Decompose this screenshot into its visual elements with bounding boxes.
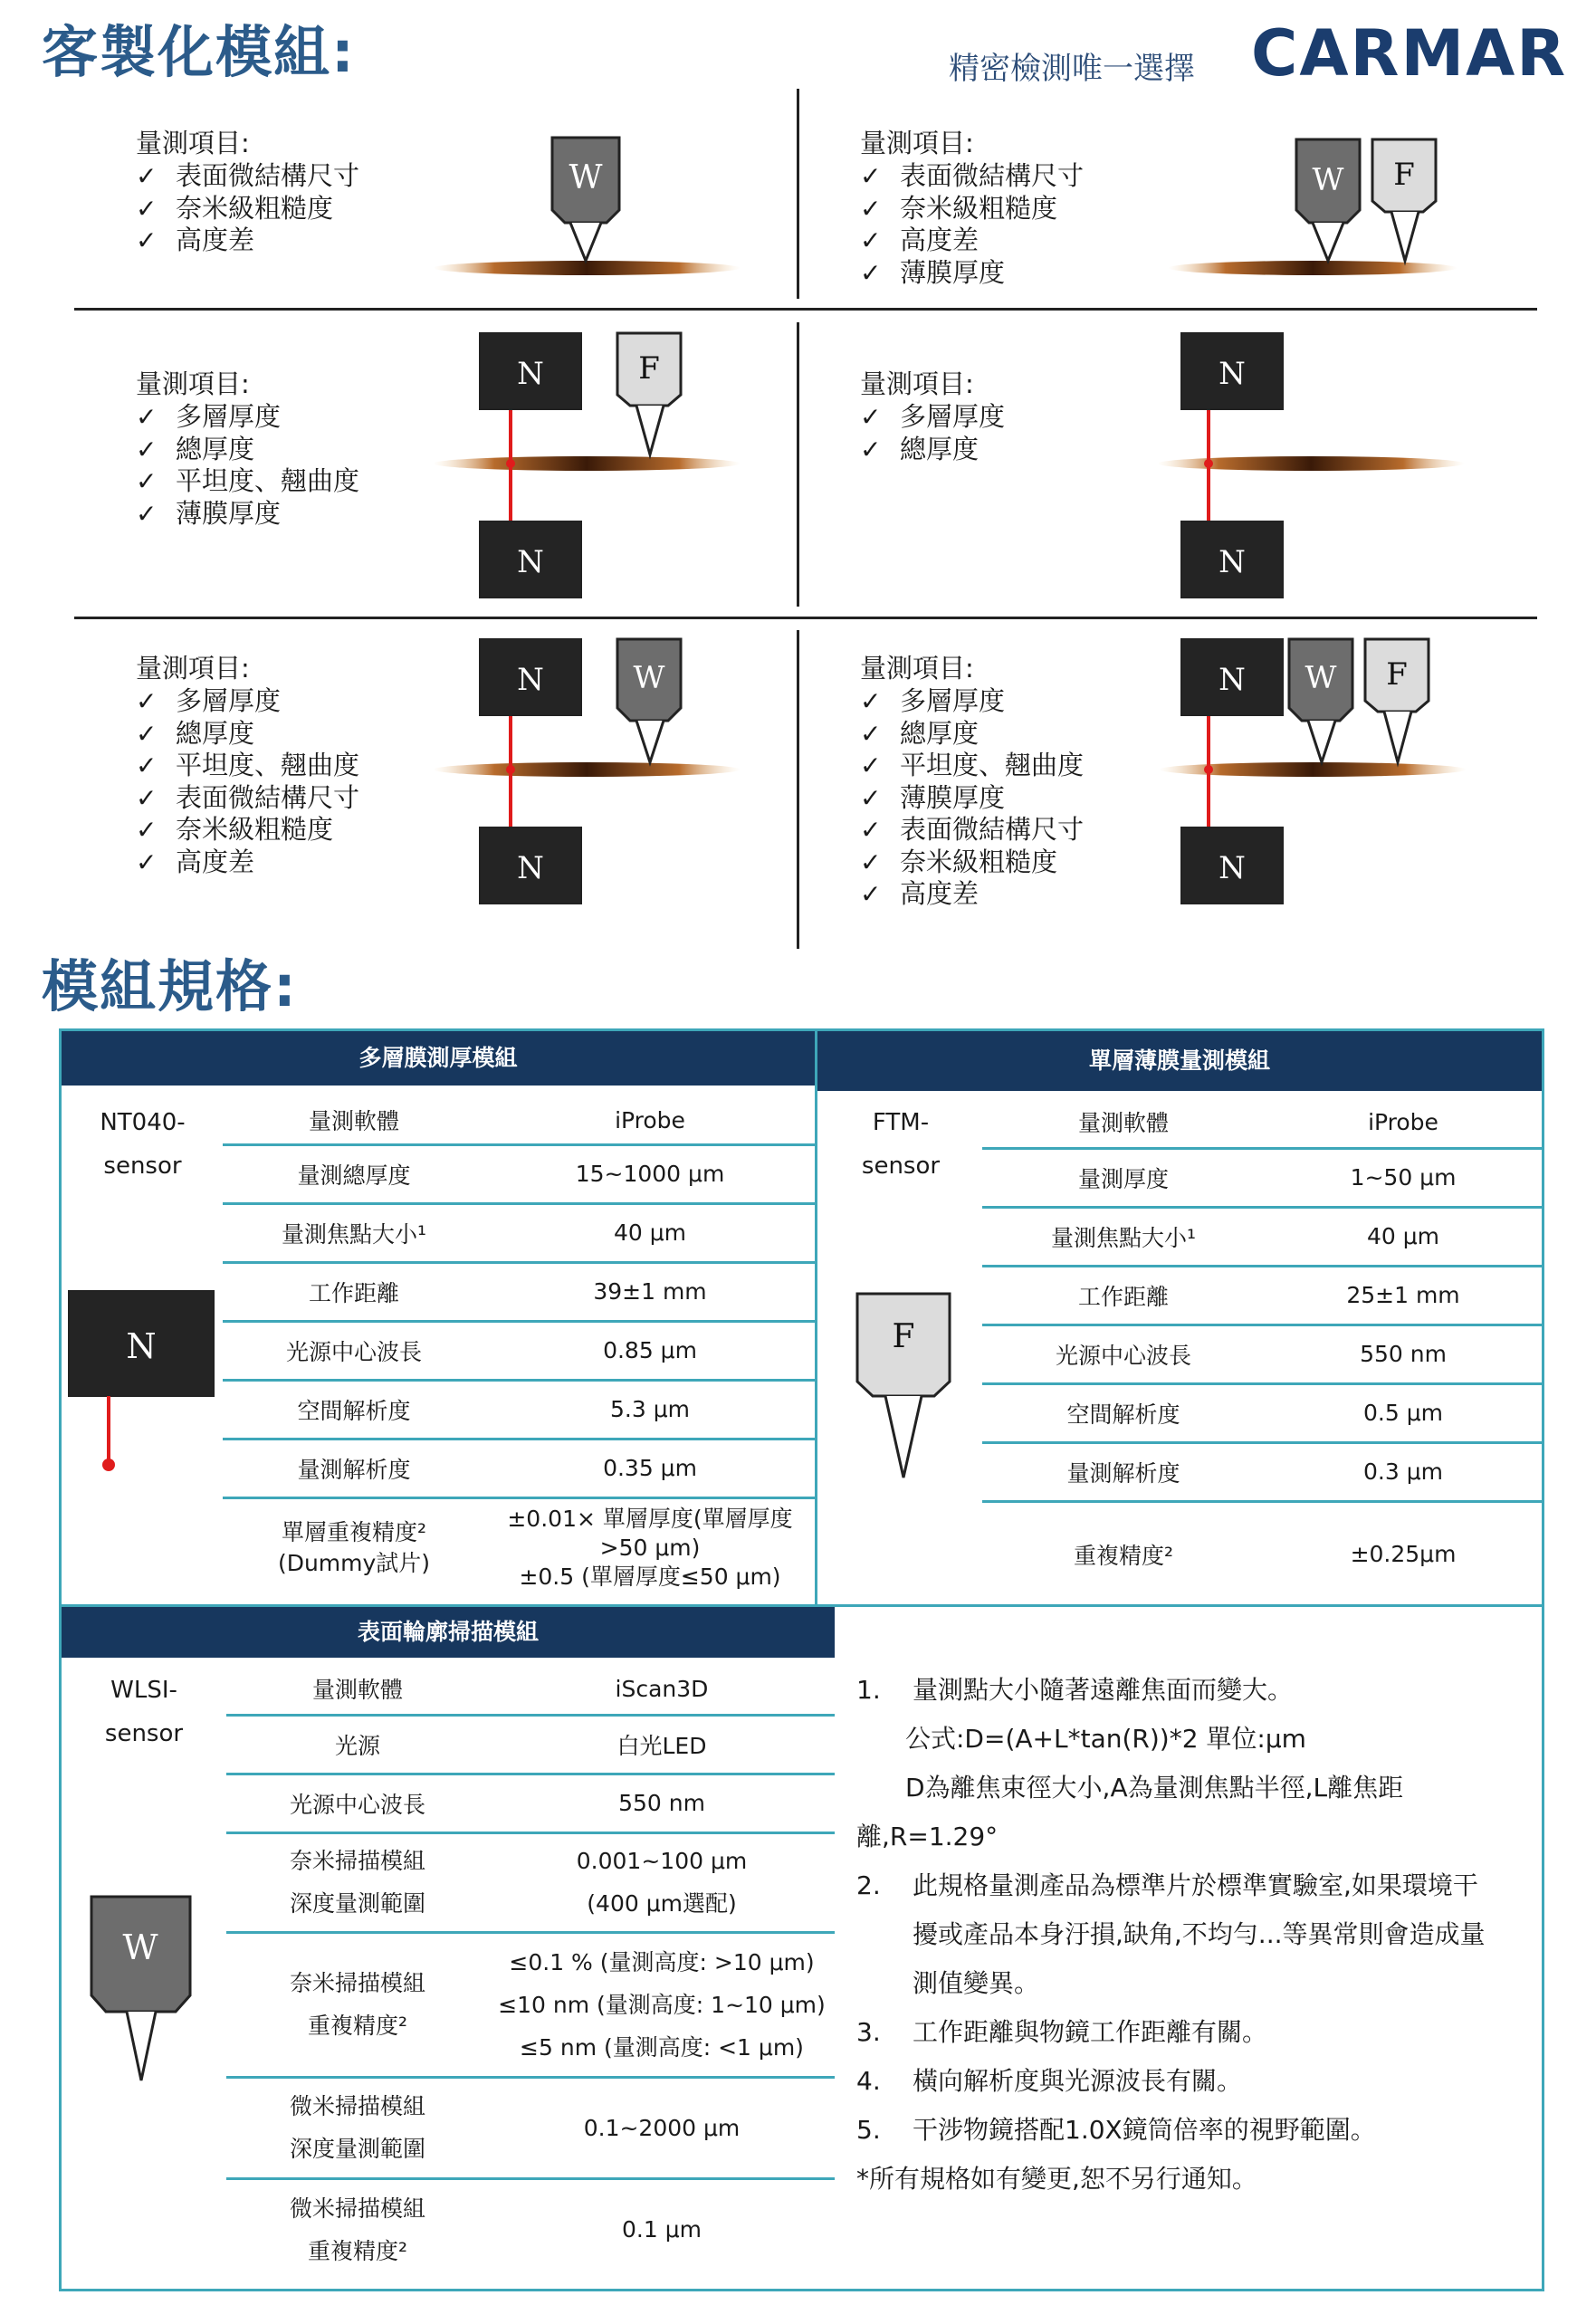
svg-text:F: F	[638, 350, 660, 387]
check-icon: ✓	[860, 751, 882, 780]
probe-diagram-nwfn	[1159, 636, 1485, 907]
svg-text:W: W	[633, 660, 665, 696]
spec-row: 微米掃描模組 重複精度² 0.1 μm	[289, 2195, 702, 2264]
config-heading: 量測項目:	[136, 128, 250, 158]
check-icon: ✓	[136, 846, 158, 877]
spec-row: 空間解析度 0.5 μm	[982, 1383, 1542, 1442]
measure-item: ✓ 總厚度	[136, 717, 255, 749]
grid-divider-vertical	[797, 322, 799, 607]
measure-item: ✓ 多層厚度	[136, 401, 282, 432]
n-probe-icon	[69, 1291, 214, 1396]
svg-text:N: N	[126, 1326, 157, 1366]
check-icon: ✓	[860, 686, 882, 716]
svg-text:W: W	[122, 1927, 158, 1967]
measure-item: ✓ 奈米級粗糙度	[860, 192, 1058, 224]
multilayer-sensor-diagram	[67, 1289, 221, 1479]
config-heading: 量測項目:	[136, 368, 250, 399]
check-icon: ✓	[860, 161, 882, 191]
w-probe-icon	[617, 639, 681, 762]
svg-text:N: N	[1219, 356, 1246, 392]
measure-item: ✓ 表面微結構尺寸	[136, 160, 360, 191]
spec-row: 重複精度² ±0.25μm	[1073, 1541, 1457, 1569]
f-probe-icon	[857, 1294, 950, 1478]
spec-section-title: 模組規格:	[42, 953, 298, 1019]
config-heading: 量測項目:	[136, 653, 250, 684]
footnote: *所有規格如有變更,恕不另行通知。	[856, 2164, 1257, 2194]
spec-row: 量測厚度 1~50 μm	[982, 1148, 1542, 1207]
measure-item: ✓ 薄膜厚度	[860, 256, 1006, 288]
check-icon: ✓	[136, 718, 158, 749]
measure-item: ✓ 多層厚度	[860, 685, 1006, 716]
spec-row: 單層重複精度² (Dummy試片) ±0.01× 單層厚度(單層厚度 >50 μm) ±0.5 (單層厚度≤50 μm)	[277, 1505, 793, 1590]
singlelayer-spec-table	[982, 1097, 1542, 1606]
check-icon: ✓	[136, 402, 158, 432]
n-probe-icon	[480, 827, 581, 904]
substrate-icon	[1168, 261, 1457, 275]
footnote: 3. 工作距離與物鏡工作距離有關。	[856, 2017, 1268, 2047]
probe-diagram-wf	[1168, 134, 1476, 279]
measure-item: ✓ 平坦度、翹曲度	[136, 465, 360, 496]
check-icon: ✓	[860, 846, 882, 877]
probe-diagram-nwn	[435, 636, 742, 907]
spec-row: 空間解析度 5.3 μm	[223, 1380, 815, 1439]
spec-row: 奈米掃描模組 深度量測範圍 0.001~100 μm (400 μm選配)	[226, 1832, 835, 1932]
spec-row: 量測解析度 0.35 μm	[223, 1439, 815, 1497]
spec-row: 量測軟體 iProbe	[982, 1097, 1542, 1148]
svg-text:W: W	[1312, 162, 1344, 198]
surface-spec-table	[226, 1664, 835, 2280]
spec-row: 工作距離 25±1 mm	[982, 1266, 1542, 1325]
check-icon: ✓	[136, 498, 158, 529]
multilayer-sensor-name: NT040- sensor	[100, 1109, 186, 1180]
spec-row: 光源中心波長 0.85 μm	[223, 1321, 815, 1380]
singlelayer-sensor-diagram	[855, 1291, 963, 1481]
svg-text:N: N	[517, 356, 544, 392]
check-icon: ✓	[860, 879, 882, 909]
svg-text:N: N	[1219, 662, 1246, 698]
footnote: 4. 橫向解析度與光源波長有關。	[856, 2066, 1243, 2096]
footnotes	[856, 1666, 1517, 2204]
measure-item: ✓ 多層厚度	[136, 685, 282, 716]
substrate-icon	[435, 456, 741, 471]
check-icon: ✓	[136, 466, 158, 496]
check-icon: ✓	[860, 815, 882, 845]
footnote: 5. 干涉物鏡搭配1.0X鏡筒倍率的視野範圍。	[856, 2115, 1376, 2145]
spec-row: 光源 白光LED	[226, 1715, 835, 1774]
measure-item: ✓ 高度差	[860, 225, 980, 255]
spec-row: 奈米掃描模組 重複精度² ≤0.1 % (量測高度: >10 μm) ≤10 nm (量測高度: 1~10 μm) ≤5 nm (量測高度: <1 μm)	[226, 1932, 835, 2077]
multilayer-header: 多層膜測厚模組	[62, 1031, 815, 1086]
svg-text:F: F	[892, 1318, 915, 1355]
measure-item: ✓ 奈米級粗糙度	[136, 814, 334, 845]
svg-text:N: N	[517, 850, 544, 886]
svg-text:N: N	[517, 662, 544, 698]
measure-item: ✓ 總厚度	[860, 717, 980, 749]
n-probe-icon	[1181, 521, 1283, 598]
measure-item: ✓ 奈米級粗糙度	[860, 846, 1058, 877]
n-probe-icon	[1181, 827, 1283, 904]
spec-row: 量測焦點大小¹ 40 μm	[982, 1207, 1542, 1266]
check-icon: ✓	[860, 782, 882, 813]
measure-item: ✓ 多層厚度	[860, 401, 1006, 432]
measure-item: ✓ 薄膜厚度	[136, 497, 282, 529]
measure-item: ✓ 高度差	[136, 225, 255, 255]
measure-item-list	[136, 685, 359, 878]
singlelayer-sensor-name: FTM- sensor	[861, 1109, 941, 1180]
grid-divider-horizontal	[74, 308, 1537, 311]
svg-text:F: F	[1393, 157, 1415, 193]
svg-text:N: N	[1219, 850, 1246, 886]
measure-item: ✓ 總厚度	[136, 433, 255, 464]
spec-row: 光源中心波長 550 nm	[226, 1774, 835, 1832]
spec-row: 微米掃描模組 深度量測範圍 0.1~2000 μm	[226, 2077, 835, 2178]
svg-text:W: W	[1305, 660, 1337, 696]
measure-item-list	[860, 685, 1084, 911]
n-probe-icon	[1181, 333, 1283, 409]
n-probe-icon	[480, 521, 581, 598]
check-icon: ✓	[860, 434, 882, 464]
measure-item: ✓ 總厚度	[860, 433, 980, 464]
spec-row: 量測總厚度 15~1000 μm	[223, 1144, 815, 1203]
svg-text:N: N	[517, 544, 544, 580]
w-probe-icon	[91, 1897, 190, 2080]
svg-text:F: F	[1386, 656, 1408, 693]
multilayer-spec-table	[223, 1097, 815, 1597]
footnote: 公式:D=(A+L*tan(R))*2 單位:μm	[905, 1724, 1306, 1754]
config-cell-5	[136, 648, 359, 878]
substrate-icon	[435, 762, 741, 777]
probe-diagram-nn	[1159, 330, 1467, 601]
n-probe-icon	[480, 333, 581, 409]
config-cell-4	[860, 364, 1005, 465]
svg-text:W: W	[569, 159, 603, 196]
check-icon: ✓	[860, 257, 882, 288]
measure-item: ✓ 表面微結構尺寸	[860, 160, 1085, 191]
f-probe-icon	[1372, 139, 1436, 261]
config-heading: 量測項目:	[860, 368, 974, 399]
config-cell-6	[860, 648, 1084, 911]
spec-row: 量測焦點大小¹ 40 μm	[223, 1203, 815, 1262]
tagline: 精密檢測唯一選擇	[949, 51, 1195, 87]
measure-item-list	[136, 160, 359, 257]
check-icon: ✓	[136, 686, 158, 716]
footnote: 1. 量測點大小隨著遠離焦面而變大。	[856, 1675, 1294, 1705]
measure-item: ✓ 平坦度、翹曲度	[860, 750, 1085, 780]
f-probe-icon	[1365, 639, 1429, 762]
config-heading: 量測項目:	[860, 128, 974, 158]
footnote: D為離焦束徑大小,A為量測焦點半徑,L離焦距	[905, 1773, 1404, 1803]
config-heading: 量測項目:	[860, 653, 974, 684]
spec-row: 量測解析度 0.3 μm	[982, 1442, 1542, 1501]
measure-item: ✓ 高度差	[136, 846, 255, 877]
w-probe-icon	[1289, 639, 1352, 762]
w-probe-icon	[1296, 139, 1360, 261]
probe-diagram-w	[435, 134, 742, 279]
footnote: 測值變異。	[913, 1968, 1040, 1998]
measure-item-list	[136, 401, 359, 530]
check-icon: ✓	[860, 402, 882, 432]
table-divider	[815, 1031, 817, 1607]
measure-item: ✓ 高度差	[860, 878, 980, 909]
config-cell-2	[860, 123, 1084, 289]
grid-divider-vertical	[797, 89, 799, 299]
measure-item: ✓ 奈米級粗糙度	[136, 192, 334, 224]
measure-item: ✓ 平坦度、翹曲度	[136, 750, 360, 780]
grid-divider-vertical	[797, 630, 799, 949]
measure-item: ✓ 表面微結構尺寸	[860, 814, 1085, 845]
check-icon: ✓	[136, 815, 158, 845]
measure-item: ✓ 表面微結構尺寸	[136, 781, 360, 813]
check-icon: ✓	[136, 161, 158, 191]
spec-row: 工作距離 39±1 mm	[223, 1262, 815, 1321]
svg-text:N: N	[1219, 544, 1246, 580]
check-icon: ✓	[860, 193, 882, 224]
surface-header: 表面輪廓掃描模組	[62, 1607, 835, 1658]
n-probe-icon	[480, 639, 581, 715]
config-cell-3	[136, 364, 359, 530]
page-title: 客製化模組:	[42, 19, 356, 85]
singlelayer-header: 單層薄膜量測模組	[817, 1031, 1542, 1091]
config-cell-1	[136, 123, 359, 257]
check-icon: ✓	[860, 225, 882, 255]
footnote: 離,R=1.29°	[856, 1822, 999, 1851]
substrate-icon	[435, 261, 741, 275]
surface-sensor-diagram	[89, 1894, 197, 2084]
n-probe-icon	[1181, 639, 1283, 715]
footnote: 2. 此規格量測產品為標準片於標準實驗室,如果環境干	[856, 1870, 1478, 1900]
check-icon: ✓	[136, 225, 158, 255]
check-icon: ✓	[136, 782, 158, 813]
footnote: 擾或產品本身汙損,缺角,不均勻...等異常則會造成量	[913, 1919, 1486, 1949]
measure-item-list	[860, 401, 1005, 465]
spec-row: 光源中心波長 550 nm	[982, 1325, 1542, 1383]
check-icon: ✓	[860, 718, 882, 749]
measure-item: ✓ 薄膜厚度	[860, 781, 1006, 813]
grid-divider-horizontal	[74, 617, 1537, 619]
spec-row: 量測軟體 iScan3D	[226, 1664, 835, 1715]
surface-sensor-name: WLSI- sensor	[104, 1677, 184, 1747]
measure-item-list	[860, 160, 1084, 289]
w-probe-icon	[552, 138, 619, 261]
f-probe-icon	[617, 333, 681, 454]
check-icon: ✓	[136, 193, 158, 224]
check-icon: ✓	[136, 434, 158, 464]
brand-logo: CARMAR	[1251, 16, 1568, 91]
probe-diagram-nfn	[435, 330, 742, 601]
check-icon: ✓	[136, 751, 158, 780]
spec-row: 量測軟體 iProbe	[223, 1097, 815, 1144]
